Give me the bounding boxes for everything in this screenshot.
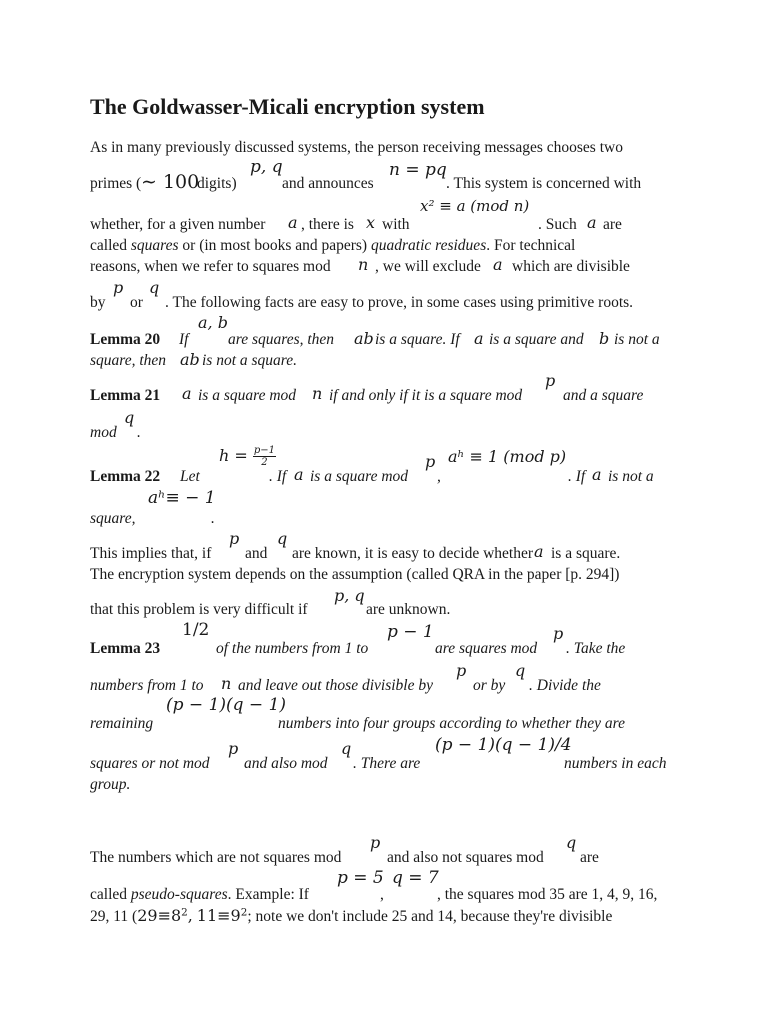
term-quadratic-residues: quadratic residues xyxy=(370,237,487,254)
math-p: p xyxy=(370,833,381,852)
para3-text: , the squares mod 35 are 1, 4, 9, 16, xyxy=(437,886,658,903)
math-p: p xyxy=(456,661,467,680)
fraction-denominator: 2 xyxy=(261,457,268,468)
math-one-half: 1/2 xyxy=(182,620,210,640)
text: 29, 11 ( xyxy=(90,908,138,925)
math-approx-100: ∼ 100 xyxy=(141,171,200,193)
math-n: n xyxy=(221,674,232,693)
lemma23-text: . Divide the xyxy=(529,677,601,694)
para1-line6-text3: . The following facts are easy to prove, in some cases using primitive roots. xyxy=(165,294,634,311)
lemma23-text: group. xyxy=(90,776,131,793)
para1-line5-text2: , we will exclude xyxy=(375,258,481,275)
math-congruence: aʰ≡ − 1 xyxy=(148,488,216,508)
lemma22-text: . xyxy=(211,510,215,527)
lemma23-text: . There are xyxy=(353,755,421,772)
para3-text: and also not squares mod xyxy=(387,849,544,866)
para1-line3-text1: whether, for a given number xyxy=(90,216,266,233)
lemma20-text: is not a xyxy=(614,331,660,348)
math-n: n xyxy=(358,255,369,274)
math-p: p xyxy=(545,371,556,390)
lemma20-text: is not a square. xyxy=(202,352,298,369)
math-11-cong-base: 11≡9 xyxy=(196,906,241,925)
page-title: The Goldwasser-Micali encryption system xyxy=(90,94,485,119)
lemma23-text: and also mod xyxy=(244,755,328,772)
term-squares: squares xyxy=(130,237,179,254)
text: or (in most books and papers) xyxy=(182,237,368,254)
lemma22-text: is not a xyxy=(608,468,654,485)
lemma23-text: . Take the xyxy=(566,640,626,657)
math-11-cong xyxy=(197,906,248,925)
para2-text: are known, it is easy to decide whether xyxy=(292,545,534,562)
para1-line5-text1: reasons, when we refer to squares mod xyxy=(90,258,331,275)
math-p: p xyxy=(553,624,564,643)
lemma23-text: are squares mod xyxy=(435,640,538,657)
math-p: p xyxy=(229,529,240,548)
lemma23-text: of the numbers from 1 to xyxy=(216,640,369,657)
para2-text: are unknown. xyxy=(366,601,451,618)
lemma23-text: numbers from 1 to xyxy=(90,677,204,694)
math-b: b xyxy=(599,329,610,348)
text: . For technical xyxy=(486,237,576,254)
math-comma: , xyxy=(187,906,193,925)
text: . Example: If xyxy=(227,886,309,903)
text: called xyxy=(90,237,128,254)
para1-line2-text4: . This system is concerned with xyxy=(446,175,642,192)
math-a: a xyxy=(294,465,304,484)
para3-text: , xyxy=(380,886,384,903)
lemma22-text: square, xyxy=(90,510,136,527)
para2-text: is a square. xyxy=(551,545,621,562)
para1-line2-text3: and announces xyxy=(282,175,374,192)
text: ; note we don't include 25 and 14, because they're divisible xyxy=(247,908,613,925)
lemma22-text: is a square mod xyxy=(310,468,409,485)
math-q: q xyxy=(124,408,135,427)
math-p-eq-5: p = 5 xyxy=(337,868,384,888)
para1-line3-text5: are xyxy=(603,216,622,233)
math-q: q xyxy=(149,278,160,297)
lemma22-text: . If xyxy=(568,468,586,485)
math-p-q: p, q xyxy=(334,586,365,605)
para2-line2: The encryption system depends on the assumption (called QRA in the paper [p. 294]) xyxy=(90,566,620,583)
math-x: x xyxy=(366,213,376,232)
lemma22-text: . If xyxy=(269,468,287,485)
lemma22-text: Let xyxy=(180,468,200,485)
math-q: q xyxy=(566,833,577,852)
para1-line6-text2: or xyxy=(130,294,143,311)
math-a: a xyxy=(288,213,298,232)
text: called xyxy=(90,886,128,903)
lemma23-text: remaining xyxy=(90,715,154,732)
para1-line4 xyxy=(90,237,575,255)
math-fraction xyxy=(253,445,276,468)
math-a: a xyxy=(534,542,544,561)
lemma21-text: if and only if it is a square mod xyxy=(329,387,523,404)
lemma20-text: is a square. If xyxy=(375,331,460,348)
math-29-cong xyxy=(137,906,193,925)
para3-text: The numbers which are not squares mod xyxy=(90,849,342,866)
lemma21-text: . xyxy=(137,424,141,441)
math-p-q: p, q xyxy=(250,157,283,177)
math-a-b: a, b xyxy=(198,313,228,332)
lemma20-text: square, then xyxy=(90,352,167,369)
lemma-22-label: Lemma 22 xyxy=(90,468,161,485)
lemma-20-label: Lemma 20 xyxy=(90,331,161,348)
math-29-cong-base: 29≡8 xyxy=(137,906,182,925)
math-a: a xyxy=(493,255,503,274)
para3-text: are xyxy=(580,849,599,866)
term-pseudo-squares: pseudo-squares xyxy=(130,886,228,903)
math-product: (p − 1)(q − 1) xyxy=(166,695,287,715)
para1-line5-text3: which are divisible xyxy=(512,258,630,275)
math-congruence: aʰ ≡ 1 (mod p) xyxy=(448,447,567,466)
math-quarter-product: (p − 1)(q − 1)/4 xyxy=(435,735,572,755)
exponent: 2 xyxy=(181,906,188,919)
para3-line3 xyxy=(90,907,612,926)
math-q: q xyxy=(277,529,288,548)
lemma21-text: mod xyxy=(90,424,117,441)
math-ab: ab xyxy=(180,350,200,369)
lemma20-text: are squares, then xyxy=(228,331,335,348)
lemma-21-label: Lemma 21 xyxy=(90,387,161,404)
lemma23-text: numbers in each xyxy=(564,755,667,772)
math-p: p xyxy=(228,739,239,758)
para2-text: This implies that, if xyxy=(90,545,212,562)
math-n-eq-pq: n = pq xyxy=(389,160,447,180)
math-congruence: x² ≡ a (mod n) xyxy=(420,197,530,215)
para1-line2-text2: digits) xyxy=(197,175,237,192)
fraction-numerator: p−1 xyxy=(253,445,276,456)
math-q: q xyxy=(341,739,352,758)
math-p: p xyxy=(425,452,436,471)
lemma23-text: or by xyxy=(473,677,506,694)
lemma20-text: If xyxy=(179,331,189,348)
lemma23-text: squares or not mod xyxy=(90,755,210,772)
para1-line2-text1: primes ( xyxy=(90,175,142,192)
math-a: a xyxy=(474,329,484,348)
math-a: a xyxy=(182,384,192,403)
math-n: n xyxy=(312,384,323,403)
para1-line3-text4: . Such xyxy=(538,216,577,233)
para3-line2 xyxy=(90,886,309,904)
math-q: q xyxy=(515,661,526,680)
math-a: a xyxy=(592,465,602,484)
lemma20-text: is a square and xyxy=(489,331,584,348)
lemma23-text: numbers into four groups according to whether they are xyxy=(278,715,625,732)
math-p-minus-1: p − 1 xyxy=(387,622,434,642)
math-h-def xyxy=(219,445,276,468)
lemma-23-label: Lemma 23 xyxy=(90,640,161,657)
para2-text: that this problem is very difficult if xyxy=(90,601,308,618)
math-p: p xyxy=(113,278,124,297)
math-ab: ab xyxy=(354,329,374,348)
lemma21-text: and a square xyxy=(563,387,644,404)
para1-line3-text2: , there is xyxy=(301,216,354,233)
lemma21-text: is a square mod xyxy=(198,387,297,404)
lemma22-text: , xyxy=(437,468,441,485)
lemma23-text: and leave out those divisible by xyxy=(238,677,433,694)
para1-line3-text3: with xyxy=(382,216,410,233)
math-h-lhs: h = xyxy=(219,446,248,465)
para2-text: and xyxy=(245,545,268,562)
para1-line1: As in many previously discussed systems, the person receiving messages chooses two xyxy=(90,139,623,156)
math-a: a xyxy=(587,213,597,232)
exponent: 2 xyxy=(240,906,248,919)
math-q-eq-7: q = 7 xyxy=(392,868,439,888)
para1-line6-text1: by xyxy=(90,294,106,311)
